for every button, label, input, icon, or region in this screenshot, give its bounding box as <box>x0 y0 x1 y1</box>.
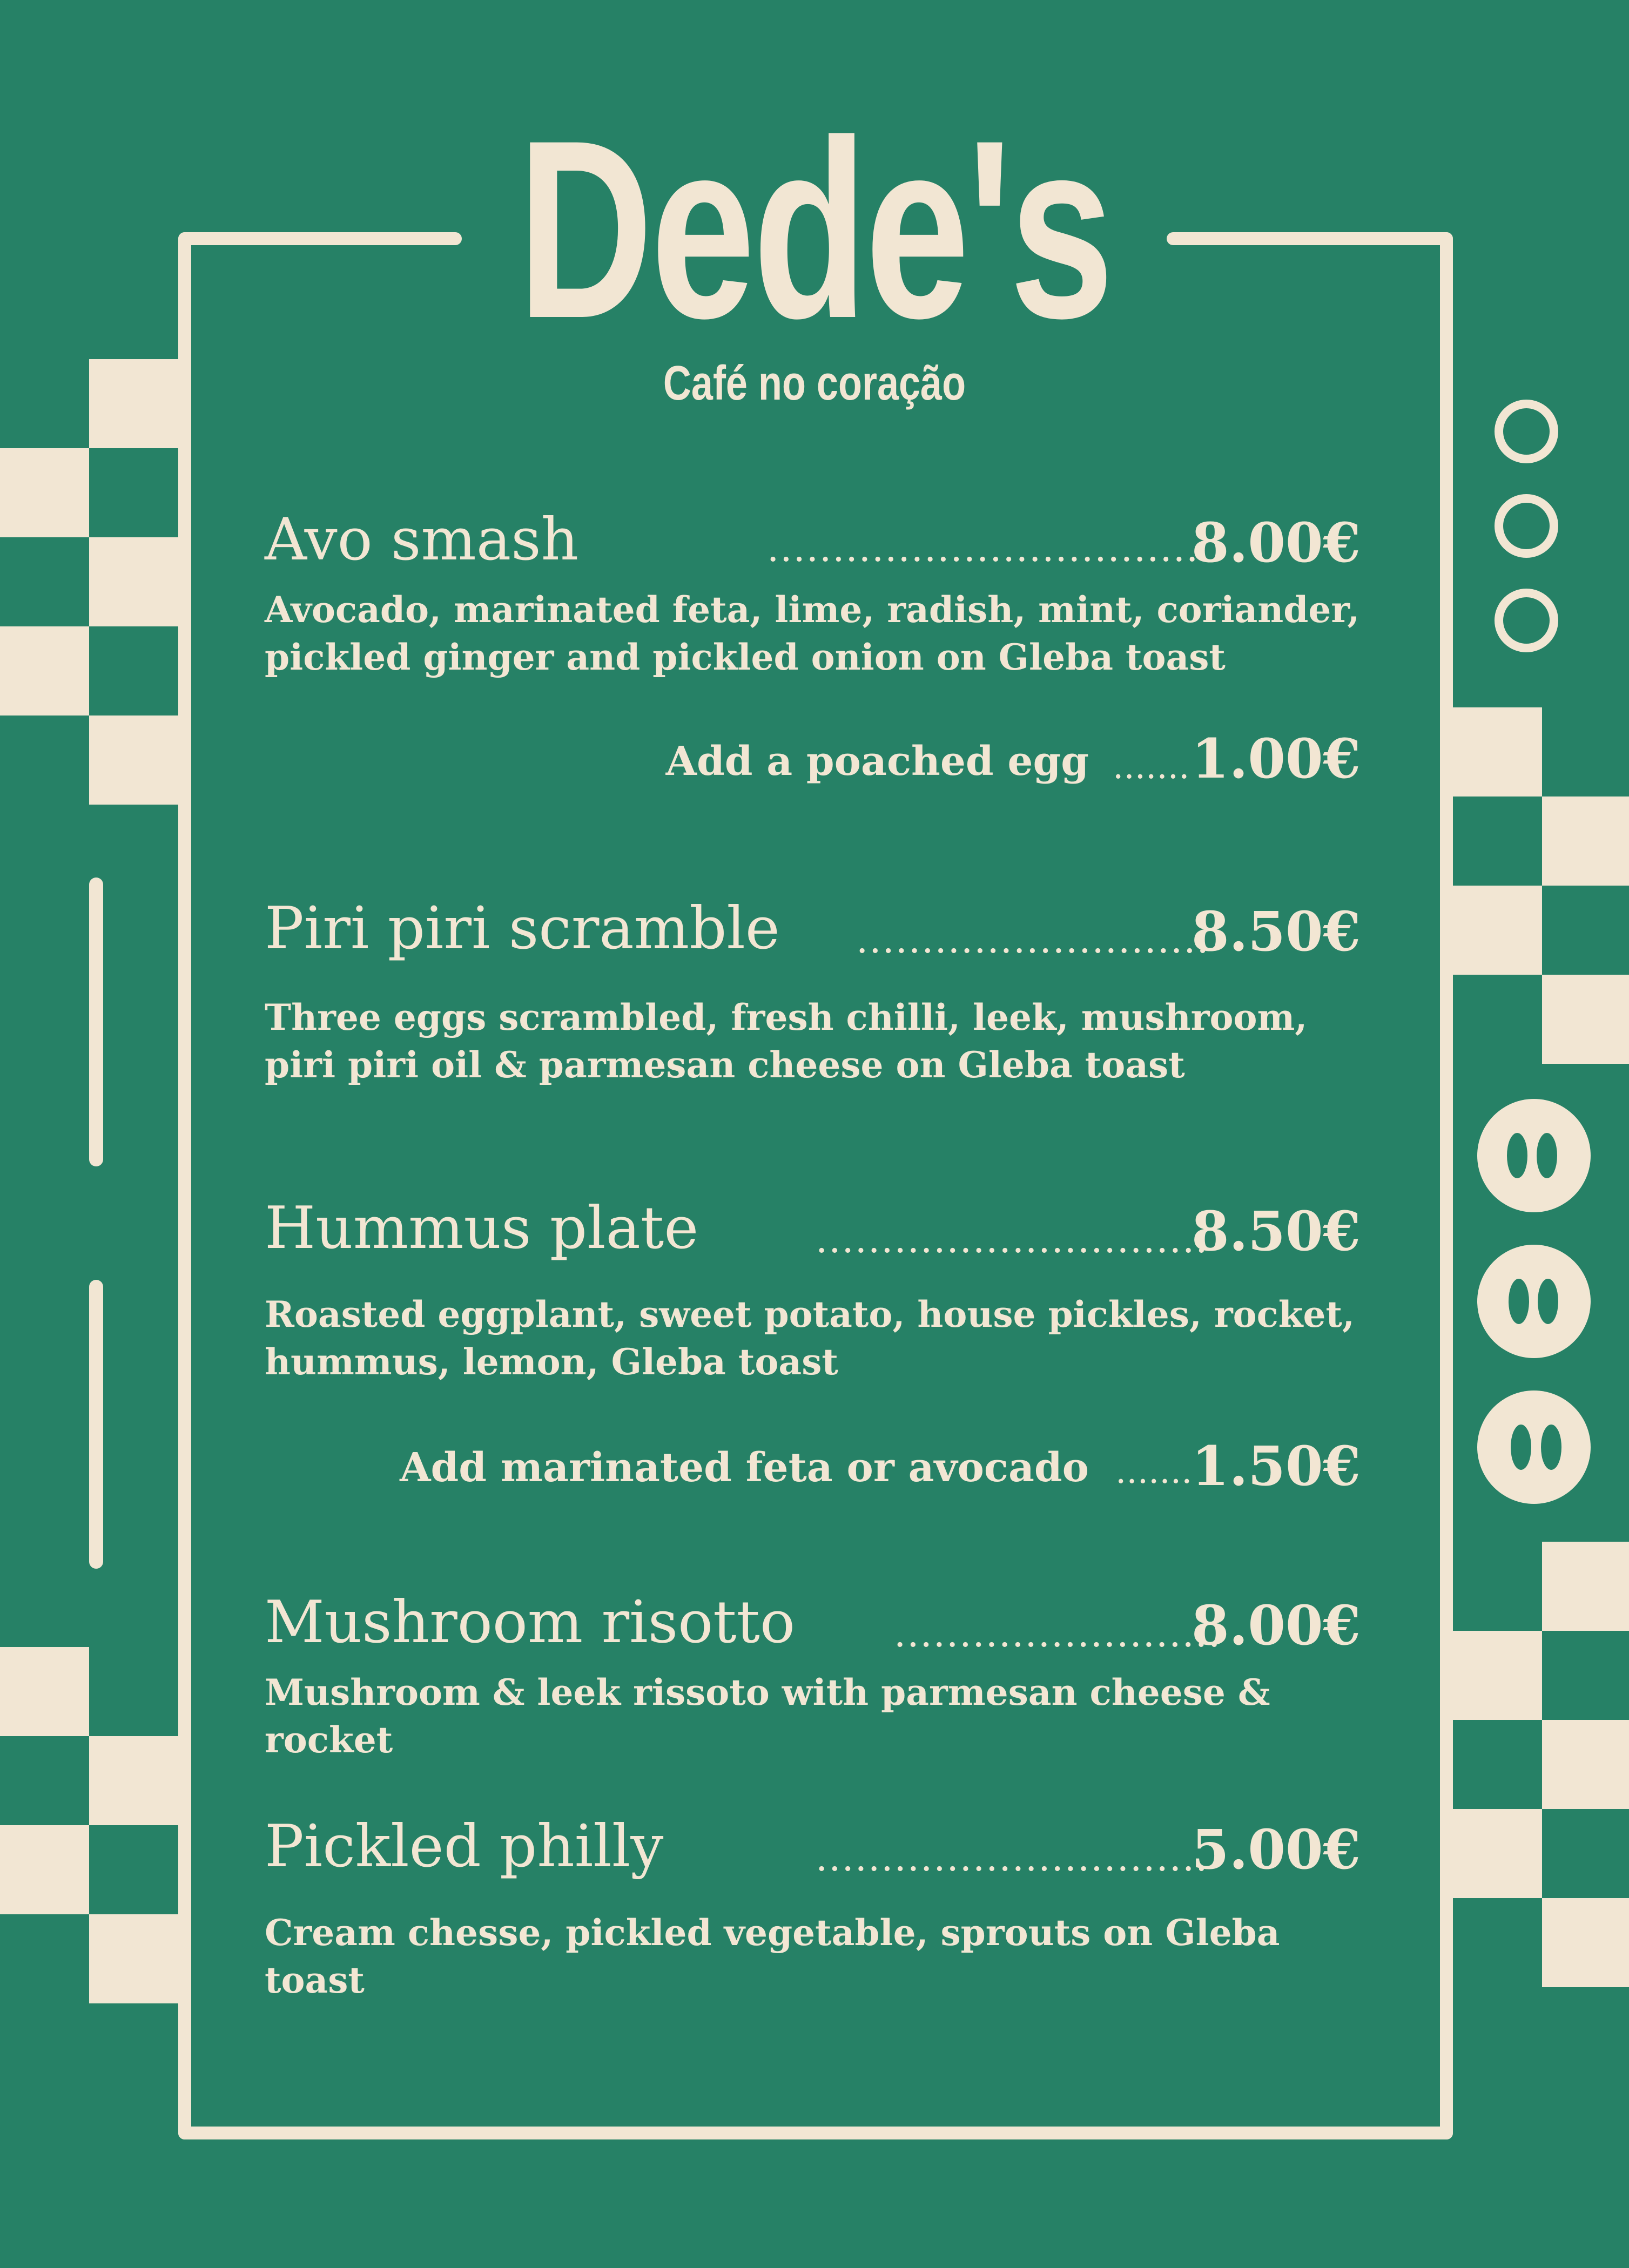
menu-item-name: Hummus plate <box>265 1194 699 1262</box>
menu-item-price: 8.00€ <box>1192 511 1361 575</box>
ring-icon <box>1495 494 1558 558</box>
accent-bar <box>89 1280 103 1569</box>
menu-item-price: 8.50€ <box>1192 900 1361 963</box>
menu-item-name: Mushroom risotto <box>265 1589 795 1656</box>
leader-dots: .............................. <box>816 1218 1209 1261</box>
face-icon <box>1477 1099 1591 1212</box>
menu-item-description: Roasted eggplant, sweet potato, house pickles, rocket, hummus, lemon, Gleba toast <box>265 1293 1355 1383</box>
leader-dots: ......................... <box>894 1612 1222 1655</box>
menu-item-description: Three eggs scrambled, fresh chilli, leek, mushroom, piri piri oil & parmesan cheese on Gleba toast <box>265 996 1308 1086</box>
menu-item-description: Avocado, marinated feta, lime, radish, mint, coriander, pickled ginger and pickled onion on Gleba toast <box>265 589 1360 678</box>
menu-item-description: Cream chesse, pickled vegetable, sprouts on Gleba toast <box>265 1912 1280 2001</box>
leader-dots: ........................... <box>856 918 1210 961</box>
brand-title: Dede's <box>517 87 1112 371</box>
addon-label: Add a poached egg <box>665 738 1089 785</box>
addon-price: 1.50€ <box>1192 1434 1361 1498</box>
menu-item-price: 5.00€ <box>1192 1818 1361 1881</box>
face-icon <box>1477 1245 1591 1358</box>
menu-item-name: Pickled philly <box>265 1813 664 1880</box>
ring-icon <box>1495 589 1558 652</box>
menu-item-name: Piri piri scramble <box>265 895 780 962</box>
leader-dots: ....... <box>1113 747 1190 787</box>
leader-dots: ....... <box>1115 1452 1193 1491</box>
accent-bar <box>89 878 103 1166</box>
leader-dots: .............................. <box>816 1836 1209 1879</box>
addon-price: 1.00€ <box>1192 727 1361 791</box>
ring-icon <box>1495 400 1558 463</box>
face-icon <box>1477 1390 1591 1504</box>
leader-dots: ................................. <box>767 526 1200 570</box>
menu-item-price: 8.50€ <box>1192 1199 1361 1263</box>
addon-label: Add marinated feta or avocado <box>400 1444 1089 1491</box>
brand-tagline: Café no coração <box>663 356 966 410</box>
menu-item-price: 8.00€ <box>1192 1594 1361 1657</box>
menu-item-description: Mushroom & leek rissoto with parmesan cheese & rocket <box>265 1671 1270 1761</box>
menu-item-name: Avo smash <box>265 506 579 573</box>
